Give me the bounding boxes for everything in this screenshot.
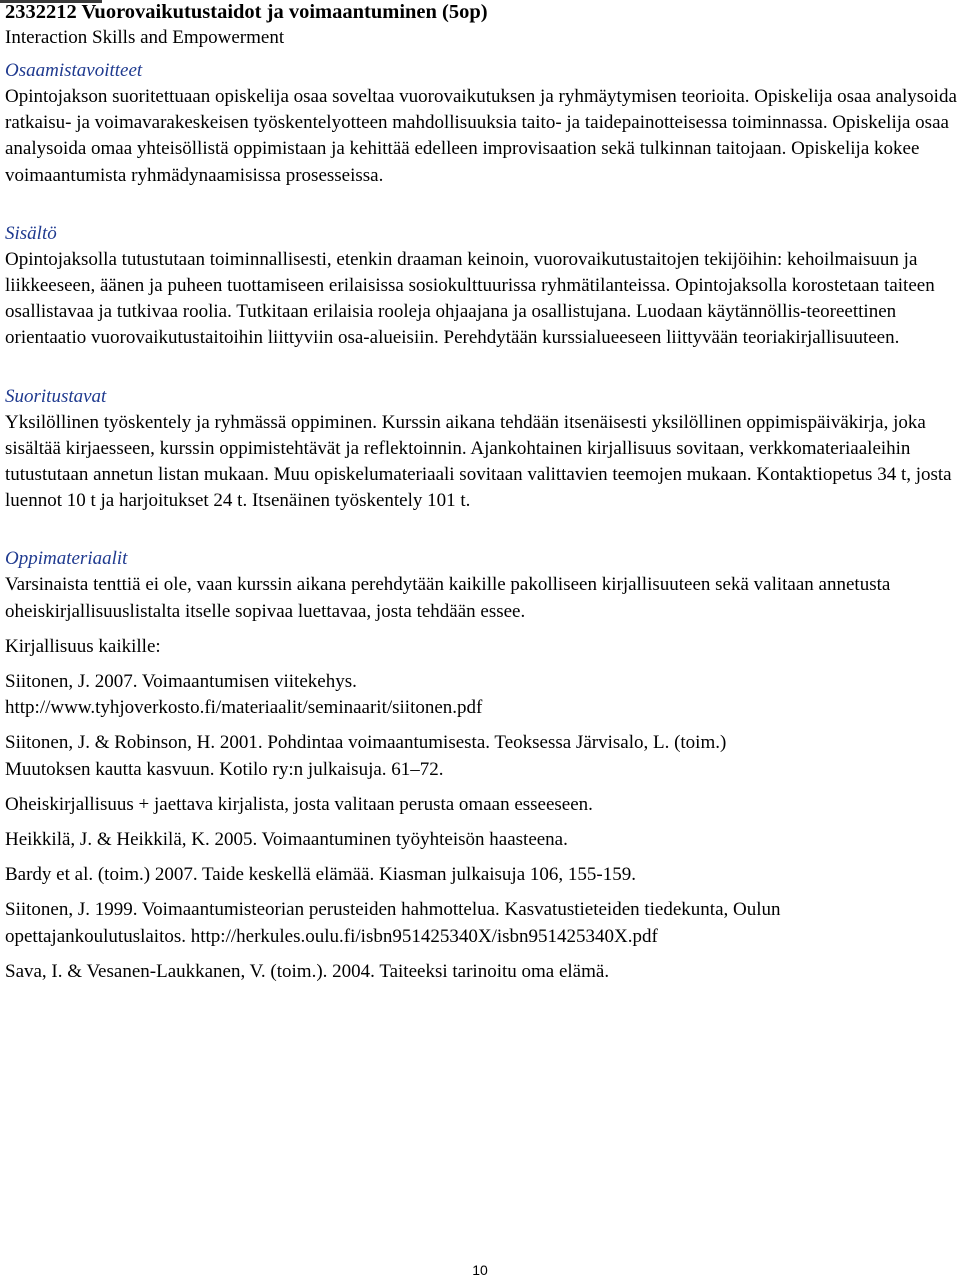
reference-item: [5, 730, 957, 782]
page-number: 10: [472, 1262, 488, 1278]
reference-url: http://www.tyhjoverkosto.fi/materiaalit/seminaarit/siitonen.pdf: [5, 697, 483, 719]
section-heading-suoritustavat: Suoritustavat: [5, 385, 107, 407]
reference-line: Kirjallisuus kaikille:: [5, 635, 161, 657]
reference-line: Oheiskirjallisuus + jaettava kirjalista, josta valitaan perusta omaan esseeseen.: [5, 793, 593, 815]
reference-item: [5, 634, 957, 660]
reference-item: [5, 827, 957, 853]
reference-line: Sava, I. & Vesanen-Laukkanen, V. (toim.). 2004. Taiteeksi tarinoitu oma elämä.: [5, 960, 610, 982]
course-title: 2332212 Vuorovaikutustaidot ja voimaantuminen (5op): [5, 1, 488, 23]
reference-item: [5, 897, 957, 949]
page-content: [5, 0, 957, 994]
reference-line: Muutoksen kautta kasvuun. Kotilo ry:n julkaisuja. 61–72.: [5, 758, 444, 780]
section-body-sisalto: Opintojaksolla tutustutaan toiminnallisesti, etenkin draaman keinoin, vuorovaikutustaitojen tekijöihin: kehoilmaisuun ja liikkeeseen, äänen ja puheen tuottamiseen erilaisissa sosiokulttuurissa ryhmätilanteissa. Opintojaksolla korostetaan taiteen osallistavaa ja tutkivaa roolia. Tutkitaan erilaisia rooleja ohjaajana ja osallistujana. Luodaan käytännöllis-teoreettinen orientaatio vuorovaikutustaitoihin liittyviin osa-alueisiin. Perehdytään kurssialueeseen liittyvään teoriakirjallisuuteen.: [5, 248, 935, 349]
reference-item: [5, 959, 957, 985]
section-body-oppimateriaalit: Varsinaista tenttiä ei ole, vaan kurssin aikana perehdytään kaikille pakolliseen kirjallisuuteen sekä valitaan annetusta oheiskirjallisuuslistalta itselle sopivaa luettavaa, josta tehdään essee.: [5, 574, 891, 622]
section-heading-sisalto: Sisältö: [5, 222, 57, 244]
reference-url: opettajankoulutuslaitos. http://herkules.oulu.fi/isbn951425340X/isbn951425340X.pdf: [5, 925, 658, 947]
reference-line: Heikkilä, J. & Heikkilä, K. 2005. Voimaantuminen työyhteisön haasteena.: [5, 829, 568, 851]
reference-item: [5, 862, 957, 888]
section-body-suoritustavat: Yksilöllinen työskentely ja ryhmässä oppiminen. Kurssin aikana tehdään itsenäisesti yksilöllinen oppimispäiväkirja, joka sisältää kirjaesseen, kurssin oppimistehtävät ja reflektoinnin. Ajankohtainen kirjallisuus sovitaan, verkkomateriaaleihin tutustutaan annetun listan mukaan. Muu opiskelumateriaali sovitaan valittavien teemojen mukaan. Kontaktiopetus 34 t, josta luennot 10 t ja harjoitukset 24 t. Itsenäinen työskentely 101 t.: [5, 411, 952, 512]
course-subtitle: Interaction Skills and Empowerment: [5, 27, 285, 48]
reference-line: Siitonen, J. 1999. Voimaantumisteorian perusteiden hahmottelua. Kasvatustieteiden tiedekunta, Oulun: [5, 899, 781, 921]
reference-item: [5, 792, 957, 818]
reference-line: Siitonen, J. 2007. Voimaantumisen viitekehys.: [5, 671, 357, 693]
spacer: [5, 189, 957, 221]
reference-item: [5, 669, 957, 721]
spacer: [5, 514, 957, 546]
section-heading-oppimateriaalit: Oppimateriaalit: [5, 548, 128, 570]
spacer: [5, 352, 957, 384]
reference-line: Bardy et al. (toim.) 2007. Taide keskellä elämää. Kiasman julkaisuja 106, 155-159.: [5, 864, 636, 886]
section-body-osaamistavoitteet: Opintojakson suoritettuaan opiskelija osaa soveltaa vuorovaikutuksen ja ryhmäytymisen teorioita. Opiskelija osaa analysoida ratkaisu- ja voimavarakeskeisen työskentelyotteen mahdollisuuksia taito- ja taidepainotteisessa toiminnassa. Opiskelija osaa analysoida omaa yhteisöllistä oppimistaan ja kehittää edelleen improvisaation sekä tulkinnan taitojaan. Opiskelija kokee voimaantumista ryhmädynaamisissa prosesseissa.: [5, 86, 957, 186]
reference-line: Siitonen, J. & Robinson, H. 2001. Pohdintaa voimaantumisesta. Teoksessa Järvisalo, L. (toim.): [5, 732, 727, 754]
section-heading-osaamistavoitteet: Osaamistavoitteet: [5, 60, 143, 81]
reference-list: [5, 634, 957, 985]
